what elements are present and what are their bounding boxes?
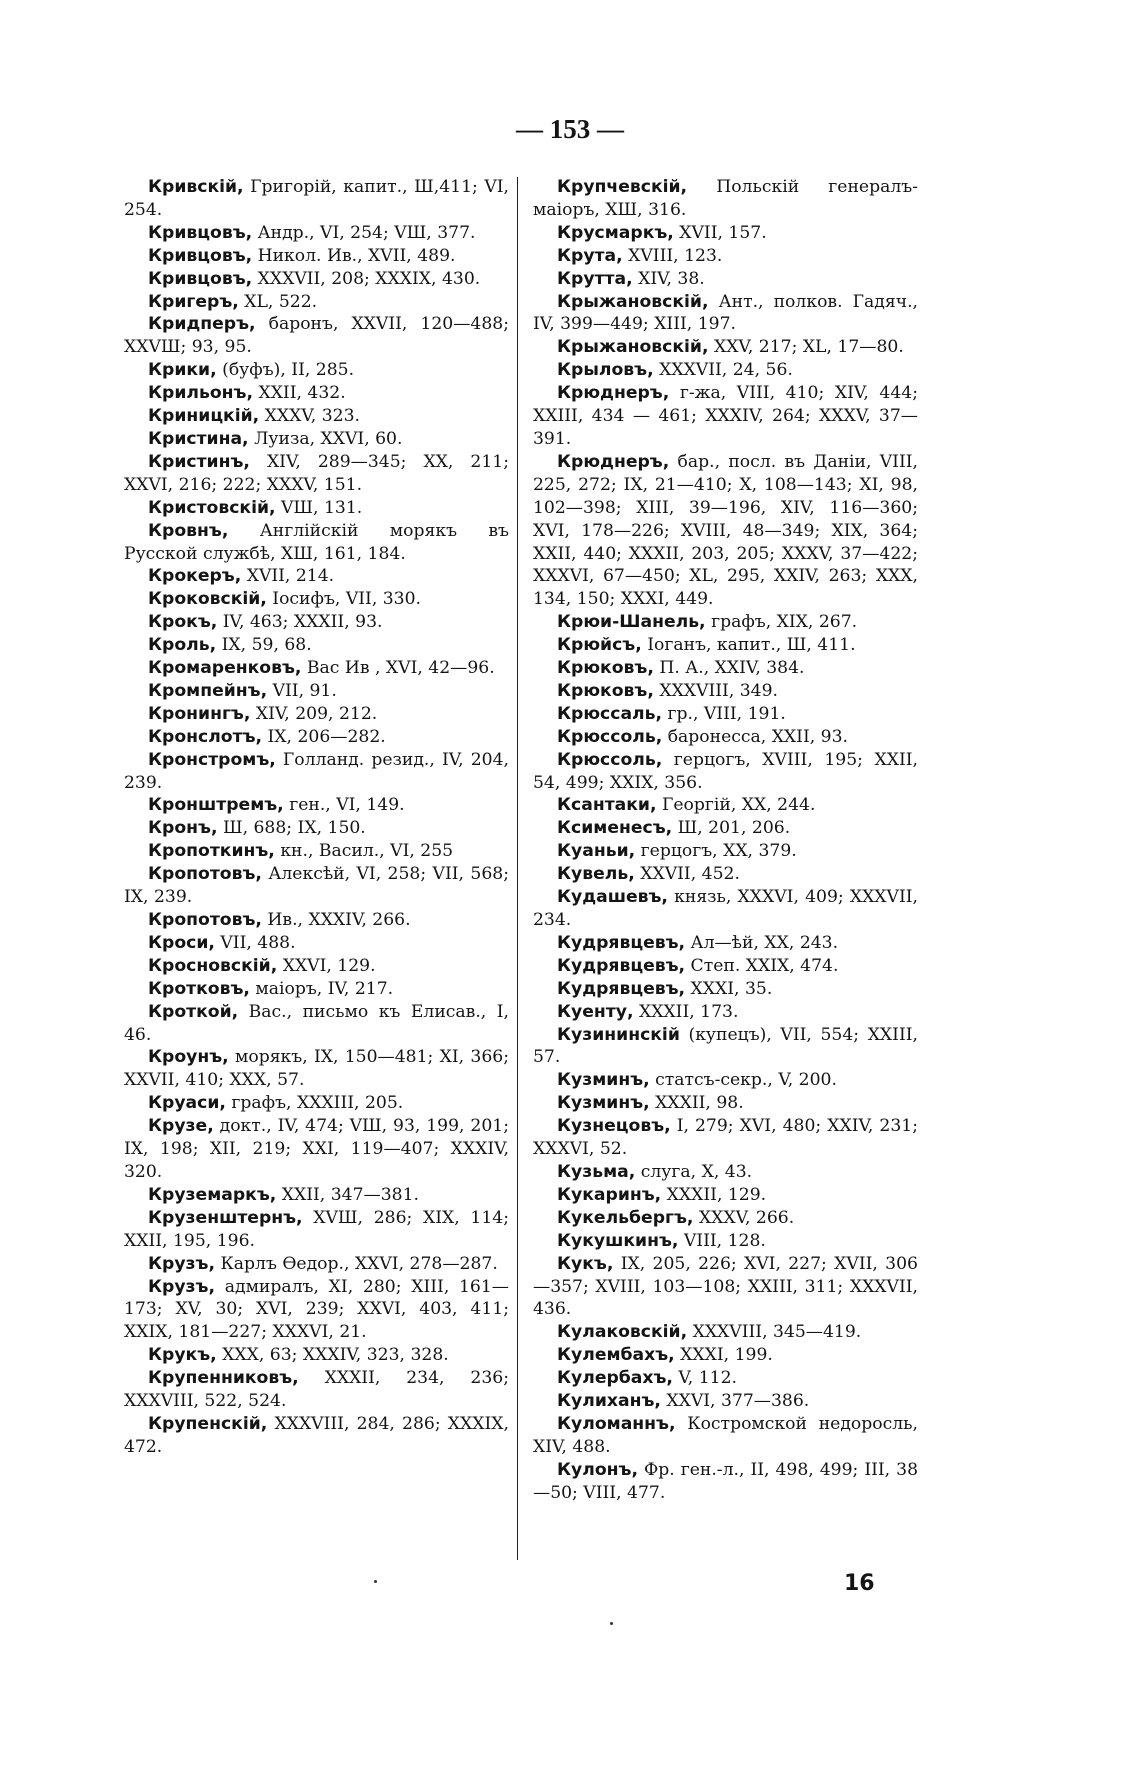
print-speck <box>374 1580 377 1583</box>
entry-details: графъ, XIX, 267. <box>711 612 858 633</box>
index-entry <box>533 749 918 795</box>
entry-name: Крюи-Шанель, <box>557 612 706 633</box>
index-entry <box>533 1207 918 1230</box>
index-entry <box>533 291 918 337</box>
entry-details: I, 279; XVI, 480; XXIV, 231; XXXVI, 52. <box>533 1116 918 1160</box>
entry-name: Кукушкинъ, <box>557 1230 679 1251</box>
entry-name: Куенту, <box>557 1001 634 1022</box>
index-entry <box>533 1230 918 1253</box>
column-divider <box>517 177 518 1560</box>
entry-name: Кровнъ, <box>148 520 229 541</box>
entry-name: Круземаркъ, <box>148 1184 277 1205</box>
entry-details: Іосифъ, VII, 330. <box>272 589 422 610</box>
entry-name: Крутта, <box>557 268 633 289</box>
index-entry <box>124 657 509 680</box>
entry-name: Кулербахъ, <box>557 1368 673 1389</box>
index-entry <box>533 1069 918 1092</box>
entry-details: бар., посл. въ Даніи, VIII, 225, 272; IX, 21—410; X, 108—143; XI, 98, 102—398; XIII, 39—196, XIV, 116—360; XVI, 178—226; XVIII, 48—349; XIX, 364; XXII, 440; XXXII, 203, 205; XXXV, 37—422; XXXVI, 67—450; XL, 295, XXIV, 263; XXX, 134, 150; XXXI, 449. <box>533 451 918 610</box>
entry-details: Костромской недоросль, XIV, 488. <box>533 1413 918 1457</box>
index-entry <box>533 840 918 863</box>
entry-name: Крюднеръ, <box>557 451 670 472</box>
index-entry <box>124 703 509 726</box>
entry-name: Кукъ, <box>557 1253 614 1274</box>
entry-name: Кроткой, <box>148 1001 239 1022</box>
entry-details: IX, 205, 226; XVI, 227; XVII, 306—357; XVIII, 103—108; XXIII, 311; XXXVII, 436. <box>533 1253 918 1320</box>
index-entry <box>533 1161 918 1184</box>
entry-details: Вас Ив , XVI, 42—96. <box>306 658 495 679</box>
entry-details: XVШ, 286; XIX, 114; XXII, 195, 196. <box>124 1207 509 1251</box>
index-entry <box>124 749 509 795</box>
entry-name: Кропоткинъ, <box>148 841 275 862</box>
index-entry <box>533 1390 918 1413</box>
entry-details: Ант., полков. Гадяч., IV, 399—449; XIII, 197. <box>533 291 918 335</box>
index-entry <box>124 955 509 978</box>
index-entry <box>124 817 509 840</box>
entry-name: Ксименесъ, <box>557 818 673 839</box>
entry-name: Крюссоль, <box>557 749 663 770</box>
entry-details: баронъ, XXVII, 120—488; XXVШ; 93, 95. <box>124 314 509 358</box>
entry-details: XXXI, 35. <box>690 978 773 999</box>
entry-details: Голланд. резид., IV, 204, 239. <box>124 749 509 793</box>
entry-details: XXII, 432. <box>258 383 346 404</box>
entry-name: Крюссаль, <box>557 703 663 724</box>
entry-name: Крупенскій, <box>148 1413 268 1434</box>
entry-details: Іоганъ, капит., Ш, 411. <box>647 635 856 656</box>
entry-details: баронесса, XXII, 93. <box>667 726 849 747</box>
index-entry <box>124 680 509 703</box>
entry-name: Крупенниковъ, <box>148 1368 299 1389</box>
index-entry <box>124 840 509 863</box>
entry-details: XXV, 217; XL, 17—80. <box>713 337 904 358</box>
index-entry <box>124 909 509 932</box>
index-entry <box>533 611 918 634</box>
entry-details: графъ, XXXIII, 205. <box>231 1093 404 1114</box>
index-column-right <box>533 176 918 1505</box>
index-entry <box>533 1001 918 1024</box>
entry-name: Кукельбергъ, <box>557 1207 694 1228</box>
index-entry <box>124 1092 509 1115</box>
entry-details: IX, 206—282. <box>267 726 386 747</box>
index-entry <box>124 611 509 634</box>
entry-details: XXXV, 323. <box>264 406 360 427</box>
entry-name: Кронслотъ, <box>148 726 263 747</box>
entry-name: Крузъ, <box>148 1276 215 1297</box>
index-entry <box>124 588 509 611</box>
page-number-header: — 153 — <box>516 114 624 144</box>
entry-name: Крюйсъ, <box>557 635 642 656</box>
entry-details: XXX, 63; XXXIV, 323, 328. <box>222 1345 449 1366</box>
entry-details: статсъ-секр., V, 200. <box>655 1070 837 1091</box>
entry-name: Кроунъ, <box>148 1047 229 1068</box>
index-entry <box>533 703 918 726</box>
entry-details: XL, 522. <box>244 291 318 312</box>
entry-name: Крюковъ, <box>557 680 654 701</box>
entry-details: Вас., письмо къ Елисав., I, 46. <box>124 1001 509 1045</box>
index-entry <box>533 978 918 1001</box>
entry-details: Англійскій морякъ въ Русской службѣ, XШ, 161, 184. <box>124 520 509 564</box>
index-entry <box>124 1115 509 1184</box>
entry-details: VШ, 131. <box>281 497 363 518</box>
entry-details: IV, 463; XXXII, 93. <box>222 612 383 633</box>
index-entry <box>124 428 509 451</box>
index-entry <box>124 359 509 382</box>
entry-details: Георгій, XX, 244. <box>661 795 816 816</box>
entry-name: Крузе, <box>148 1116 214 1137</box>
entry-details: Ал—ѣй, XX, 243. <box>690 932 839 953</box>
entry-name: Крыловъ, <box>557 360 654 381</box>
entry-details: князь, XXXVI, 409; XXXVII, 234. <box>533 887 918 930</box>
entry-details: XVII, 214. <box>246 566 335 587</box>
index-entry <box>124 268 509 291</box>
index-entry <box>124 222 509 245</box>
index-entry <box>533 1024 918 1070</box>
index-entry <box>124 313 509 359</box>
entry-name: Кудрявцевъ, <box>557 932 686 953</box>
index-entry <box>533 176 918 222</box>
entry-name: Кувель, <box>557 864 635 885</box>
entry-name: Кривцовъ, <box>148 222 253 243</box>
entry-name: Кридперъ, <box>148 314 256 335</box>
entry-name: Крокъ, <box>148 612 218 633</box>
index-entry <box>533 794 918 817</box>
entry-details: XXXI, 199. <box>680 1345 773 1366</box>
index-entry <box>124 497 509 520</box>
entry-details: XXXII, 98. <box>655 1093 744 1114</box>
index-entry <box>124 1253 509 1276</box>
entry-name: Кропотовъ, <box>148 864 262 885</box>
entry-details: XXXVII, 208; XXXIX, 430. <box>257 268 481 289</box>
entry-details: Ш, 688; IX, 150. <box>222 818 366 839</box>
entry-name: Кронъ, <box>148 818 218 839</box>
entry-details: Фр. ген.-л., II, 498, 499; III, 38—50; VIII, 477. <box>533 1459 919 1503</box>
entry-details: XXXVII, 24, 56. <box>659 360 793 381</box>
entry-name: Крюковъ, <box>557 658 654 679</box>
index-entry <box>533 634 918 657</box>
entry-details: морякъ, IX, 150—481; XI, 366; XXVII, 410; XXX, 57. <box>124 1047 509 1091</box>
index-entry <box>124 291 509 314</box>
entry-name: Кулаковскій, <box>557 1322 688 1343</box>
index-entry <box>533 955 918 978</box>
entry-name: Куаньи, <box>557 841 636 862</box>
entry-name: Кроковскій, <box>148 589 267 610</box>
index-entry <box>124 382 509 405</box>
entry-details: XXXVIII, 284, 286; XXXIX, 472. <box>124 1413 510 1457</box>
entry-name: Кулиханъ, <box>557 1391 661 1412</box>
entry-name: Крупчевскій, <box>557 177 688 197</box>
index-entry <box>533 1092 918 1115</box>
entry-details: XXXII, 129. <box>666 1184 767 1205</box>
index-entry <box>124 978 509 1001</box>
entry-details: гр., VIII, 191. <box>667 703 786 724</box>
entry-name: Кригеръ, <box>148 291 239 312</box>
entry-details: XXXII, 234, 236; XXXVIII, 522, 524. <box>124 1368 510 1412</box>
index-entry <box>124 1046 509 1092</box>
entry-name: Крокеръ, <box>148 566 242 587</box>
index-entry <box>533 817 918 840</box>
index-entry <box>533 245 918 268</box>
entry-details: ген., VI, 149. <box>289 795 405 816</box>
index-entry <box>124 1276 509 1345</box>
index-entry <box>124 176 509 222</box>
entry-details: XXVII, 452. <box>640 864 740 885</box>
entry-name: Кронстромъ, <box>148 749 276 770</box>
entry-name: Кроль, <box>148 635 217 656</box>
index-entry <box>533 886 918 932</box>
index-entry <box>533 336 918 359</box>
index-entry <box>124 520 509 566</box>
entry-name: Кузминъ, <box>557 1093 650 1114</box>
index-entry <box>124 932 509 955</box>
index-entry <box>533 382 918 451</box>
entry-name: Крузъ, <box>148 1253 215 1274</box>
index-entry <box>533 222 918 245</box>
entry-name: Кроси, <box>148 932 215 953</box>
signature-mark: 16 <box>844 1571 875 1596</box>
index-entry <box>533 1459 918 1505</box>
index-entry <box>533 451 918 611</box>
entry-details: V, 112. <box>678 1368 738 1389</box>
entry-details: Степ. XXIX, 474. <box>690 955 839 976</box>
entry-details: VIII, 128. <box>683 1230 766 1251</box>
entry-name: Кристинъ, <box>148 451 250 472</box>
entry-details: кн., Васил., VI, 255 <box>280 841 454 862</box>
entry-details: Польскій генералъ-маіоръ, XШ, 316. <box>533 177 918 220</box>
entry-details: XIV, 289—345; XX, 211; XXVI, 216; 222; XXXV, 151. <box>124 451 509 495</box>
entry-name: Кузьма, <box>557 1161 636 1182</box>
entry-name: Крукъ, <box>148 1345 217 1366</box>
index-entry <box>533 932 918 955</box>
index-entry <box>533 1253 918 1322</box>
index-entry <box>124 1001 509 1047</box>
index-entry <box>533 268 918 291</box>
entry-name: Крики, <box>148 360 217 381</box>
index-entry <box>533 680 918 703</box>
entry-details: XXVI, 377—386. <box>666 1391 810 1412</box>
entry-name: Криницкій, <box>148 406 260 427</box>
index-entry <box>533 359 918 382</box>
entry-name: Кротковъ, <box>148 978 250 999</box>
entry-name: Кузминъ, <box>557 1070 650 1091</box>
entry-name: Кронштремъ, <box>148 795 284 816</box>
entry-details: Алексѣй, VI, 258; VII, 568; IX, 239. <box>124 864 509 908</box>
index-entry <box>533 726 918 749</box>
entry-name: Крусмаркъ, <box>557 222 674 243</box>
entry-details: Карлъ Ѳедор., XXVI, 278—287. <box>220 1253 498 1274</box>
entry-name: Крюссоль, <box>557 726 663 747</box>
entry-name: Крузенштернъ, <box>148 1207 303 1228</box>
entry-name: Кросновскій, <box>148 955 278 976</box>
entry-name: Кривцовъ, <box>148 268 253 289</box>
entry-name: Кривскій, <box>148 177 244 197</box>
index-entry <box>533 1184 918 1207</box>
entry-details: XVIII, 123. <box>628 245 723 266</box>
entry-name: Крыжановскій, <box>557 337 709 358</box>
entry-details: (купецъ), VII, 554; XXIII, 57. <box>533 1024 918 1068</box>
entry-name: Кристина, <box>148 428 249 449</box>
index-entry <box>124 863 509 909</box>
entry-name: Кромаренковъ, <box>148 658 302 679</box>
entry-details: герцогъ, XX, 379. <box>640 841 797 862</box>
entry-name: Крута, <box>557 245 623 266</box>
index-entry <box>533 1344 918 1367</box>
entry-name: Кудашевъ, <box>557 887 668 908</box>
entry-name: Кулембахъ, <box>557 1345 675 1366</box>
entry-details: Ш, 201, 206. <box>677 818 791 839</box>
index-entry <box>124 1367 509 1413</box>
index-entry <box>124 726 509 749</box>
index-entry <box>124 1413 509 1459</box>
index-column-left <box>124 176 509 1459</box>
entry-details: докт., IV, 474; VШ, 93, 199, 201; IX, 198; XII, 219; XXI, 119—407; XXXIV, 320. <box>124 1116 509 1182</box>
index-entry <box>533 1321 918 1344</box>
index-entry <box>124 1207 509 1253</box>
index-entry <box>533 1413 918 1459</box>
entry-name: Крюднеръ, <box>557 383 670 404</box>
entry-details: XXXVIII, 349. <box>659 680 779 701</box>
entry-name: Крыжановскій, <box>557 291 709 312</box>
entry-details: XIV, 209, 212. <box>255 703 378 724</box>
index-entry <box>124 634 509 657</box>
entry-name: Кулонъ, <box>557 1459 638 1480</box>
entry-details: (буфъ), II, 285. <box>222 360 355 381</box>
entry-details: маіоръ, IV, 217. <box>255 978 394 999</box>
entry-name: Кузининскій <box>557 1024 680 1045</box>
entry-details: XXXII, 173. <box>638 1001 739 1022</box>
entry-details: П. А., XXIV, 384. <box>659 658 805 679</box>
index-entry <box>124 405 509 428</box>
entry-details: герцогъ, XVIII, 195; XXII, 54, 499; XXIX, 356. <box>533 749 918 793</box>
entry-details: г-жа, VIII, 410; XIV, 444; XXIII, 434 — 461; XXXIV, 264; XXXV, 37—391. <box>533 383 918 449</box>
entry-name: Кривцовъ, <box>148 245 253 266</box>
entry-name: Кукаринъ, <box>557 1184 662 1205</box>
entry-name: Ксантаки, <box>557 795 657 816</box>
entry-details: XXXV, 266. <box>698 1207 795 1228</box>
entry-details: слуга, X, 43. <box>640 1161 753 1182</box>
entry-details: Григорій, капит., Ш,411; VI, 254. <box>124 177 509 220</box>
index-entry <box>533 1115 918 1161</box>
index-entry <box>124 794 509 817</box>
index-entry <box>124 1344 509 1367</box>
index-entry <box>533 1367 918 1390</box>
entry-details: XXII, 347—381. <box>281 1184 419 1205</box>
entry-details: XXVI, 129. <box>282 955 376 976</box>
entry-details: Ив., XXXIV, 266. <box>267 910 411 930</box>
entry-name: Крильонъ, <box>148 383 253 404</box>
index-entry <box>533 657 918 680</box>
entry-name: Кузнецовъ, <box>557 1116 671 1137</box>
entry-details: IX, 59, 68. <box>221 635 312 656</box>
entry-details: VII, 488. <box>220 932 296 953</box>
entry-name: Кромпейнъ, <box>148 680 268 701</box>
entry-details: XXXVIII, 345—419. <box>692 1322 862 1343</box>
entry-details: XIV, 38. <box>638 268 705 289</box>
entry-details: XVII, 157. <box>679 222 767 243</box>
index-entry <box>124 245 509 268</box>
index-entry <box>124 1184 509 1207</box>
entry-details: VII, 91. <box>272 680 337 701</box>
entry-details: адмиралъ, XI, 280; XIII, 161—173; XV, 30; XVI, 239; XXVI, 403, 411; XXIX, 181—227; XXXVI, 21. <box>124 1276 509 1343</box>
print-speck <box>610 1622 613 1625</box>
entry-details: Никол. Ив., XVII, 489. <box>257 245 456 266</box>
entry-name: Кудрявцевъ, <box>557 978 686 999</box>
index-entry <box>533 863 918 886</box>
entry-name: Круаси, <box>148 1093 226 1114</box>
entry-details: Луиза, XXVI, 60. <box>254 428 403 449</box>
entry-name: Кропотовъ, <box>148 910 262 930</box>
index-entry <box>124 565 509 588</box>
index-entry <box>124 451 509 497</box>
entry-details: Андр., VI, 254; VШ, 377. <box>257 222 476 243</box>
entry-name: Кудрявцевъ, <box>557 955 686 976</box>
entry-name: Кристовскій, <box>148 497 276 518</box>
entry-name: Куломаннъ, <box>557 1413 676 1434</box>
entry-name: Кронингъ, <box>148 703 251 724</box>
